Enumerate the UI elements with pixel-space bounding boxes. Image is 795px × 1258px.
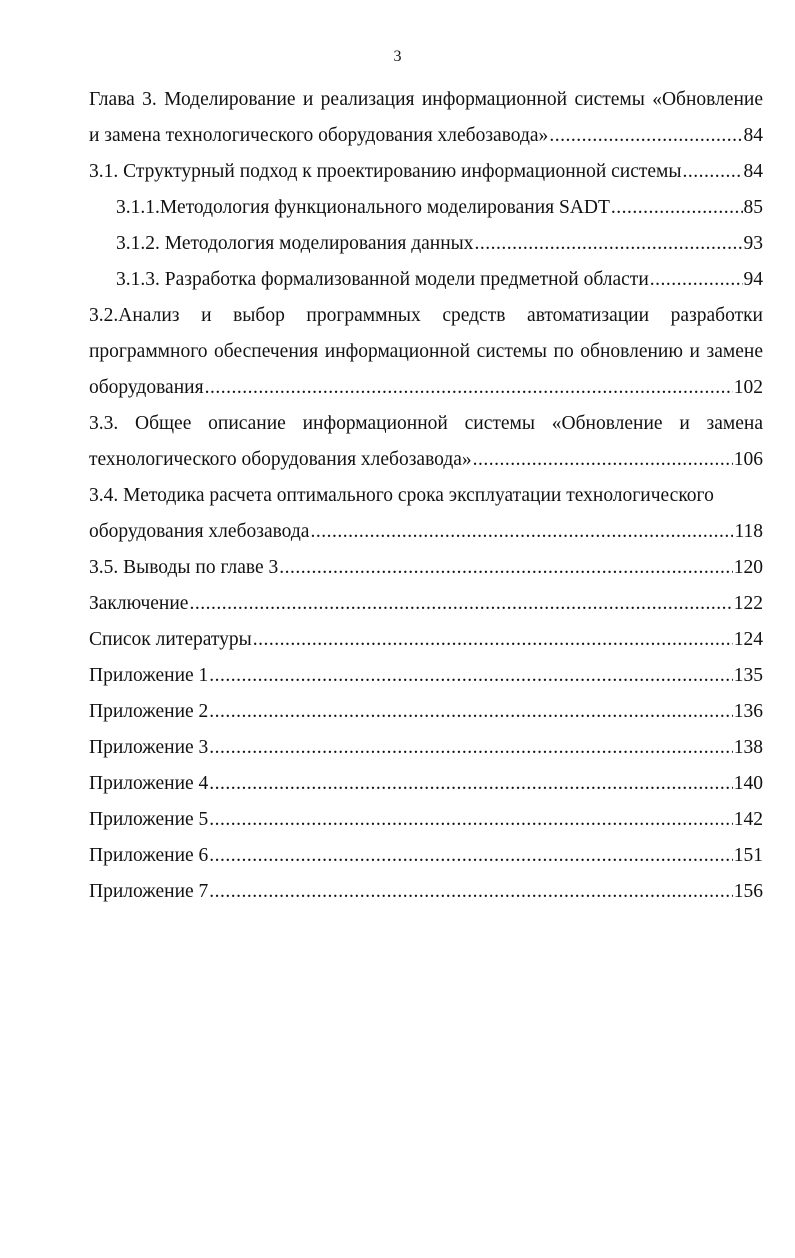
toc-entry-chapter-3-line-1: Глава 3. Моделирование и реализация информационной системы «Обновление xyxy=(89,89,763,110)
dot-leader xyxy=(209,766,732,802)
toc-entry-label: оборудования хлебозавода xyxy=(89,521,310,542)
toc-entry-page: 102 xyxy=(733,377,763,398)
dot-leader xyxy=(549,118,742,154)
toc-entry-appendix-2 xyxy=(89,694,763,730)
toc-entry-label: Приложение 4 xyxy=(89,773,209,794)
dot-leader xyxy=(189,586,732,622)
toc-entry-page: 84 xyxy=(743,125,763,146)
toc-entry-page: 93 xyxy=(743,233,763,254)
dot-leader xyxy=(209,730,732,766)
toc-entry-page: 136 xyxy=(733,701,763,722)
toc-entry-label: 3.5. Выводы по главе 3 xyxy=(89,557,279,578)
toc-entry-page: 124 xyxy=(733,629,763,650)
toc-entry-3-4-line-1: 3.4. Методика расчета оптимального срока эксплуатации технологического xyxy=(89,485,714,506)
dot-leader xyxy=(209,874,732,910)
toc-entry-page: 140 xyxy=(733,773,763,794)
toc-entry-page: 156 xyxy=(733,881,763,902)
toc-entry-page: 84 xyxy=(743,161,763,182)
toc-entry-references xyxy=(89,622,763,658)
toc-entry-appendix-5 xyxy=(89,802,763,838)
dot-leader xyxy=(253,622,733,658)
toc-entry-label: Заключение xyxy=(89,593,189,614)
toc-entry-label: Приложение 7 xyxy=(89,881,209,902)
toc-entry-page: 118 xyxy=(734,521,763,542)
toc-entry-3-1-2 xyxy=(89,226,763,262)
dot-leader xyxy=(209,838,732,874)
toc-entry-label: Приложение 2 xyxy=(89,701,209,722)
toc-entry-page: 122 xyxy=(733,593,763,614)
toc-entry-3-1-3 xyxy=(89,262,763,298)
dot-leader xyxy=(475,226,743,262)
toc-entry-label: 3.1. Структурный подход к проектированию информационной системы xyxy=(89,161,682,182)
dot-leader xyxy=(310,514,733,550)
toc-entry-3-4 xyxy=(89,514,763,550)
toc-entry-label: оборудования xyxy=(89,377,204,398)
toc-entry-page: 138 xyxy=(733,737,763,758)
toc-entry-appendix-3 xyxy=(89,730,763,766)
dot-leader xyxy=(209,694,732,730)
toc-entry-3-5 xyxy=(89,550,763,586)
dot-leader xyxy=(611,190,743,226)
toc-entry-appendix-6 xyxy=(89,838,763,874)
toc-entry-label: Приложение 6 xyxy=(89,845,209,866)
toc-entry-label: 3.1.2. Методология моделирования данных xyxy=(116,233,474,254)
toc-entry-conclusion xyxy=(89,586,763,622)
toc-entry-page: 120 xyxy=(733,557,763,578)
toc-entry-label: 3.1.1.Методология функционального моделирования SADT xyxy=(116,197,610,218)
toc-entry-3-2-line-2: программного обеспечения информационной системы по обновлению и замене xyxy=(89,341,763,362)
toc-entry-label: Приложение 3 xyxy=(89,737,209,758)
toc-entry-appendix-1 xyxy=(89,658,763,694)
toc-entry-page: 135 xyxy=(733,665,763,686)
toc-entry-label: и замена технологического оборудования хлебозавода» xyxy=(89,125,549,146)
toc-entry-label: Список литературы xyxy=(89,629,252,650)
toc-entry-appendix-7 xyxy=(89,874,763,910)
toc-entry-3-1 xyxy=(89,154,763,190)
dot-leader xyxy=(683,154,743,190)
toc-entry-chapter-3 xyxy=(89,118,763,154)
dot-leader xyxy=(279,550,733,586)
toc-entry-3-2 xyxy=(89,370,763,406)
toc-entry-page: 106 xyxy=(733,449,763,470)
toc-entry-label: Приложение 1 xyxy=(89,665,209,686)
toc-entry-page: 94 xyxy=(743,269,763,290)
dot-leader xyxy=(209,658,732,694)
toc-entry-appendix-4 xyxy=(89,766,763,802)
table-of-contents xyxy=(89,82,763,910)
toc-entry-3-1-1 xyxy=(89,190,763,226)
toc-entry-label: 3.1.3. Разработка формализованной модели предметной области xyxy=(116,269,649,290)
toc-entry-3-2-line-1: 3.2.Анализ и выбор программных средств автоматизации разработки xyxy=(89,305,763,326)
dot-leader xyxy=(650,262,743,298)
dot-leader xyxy=(473,442,733,478)
toc-entry-page: 151 xyxy=(733,845,763,866)
toc-entry-label: Приложение 5 xyxy=(89,809,209,830)
toc-entry-page: 142 xyxy=(733,809,763,830)
toc-entry-3-3-line-1: 3.3. Общее описание информационной системы «Обновление и замена xyxy=(89,413,763,434)
toc-entry-3-3 xyxy=(89,442,763,478)
dot-leader xyxy=(209,802,732,838)
page-number: 3 xyxy=(393,48,402,65)
dot-leader xyxy=(205,370,733,406)
toc-entry-page: 85 xyxy=(743,197,763,218)
toc-entry-label: технологического оборудования хлебозавода» xyxy=(89,449,472,470)
